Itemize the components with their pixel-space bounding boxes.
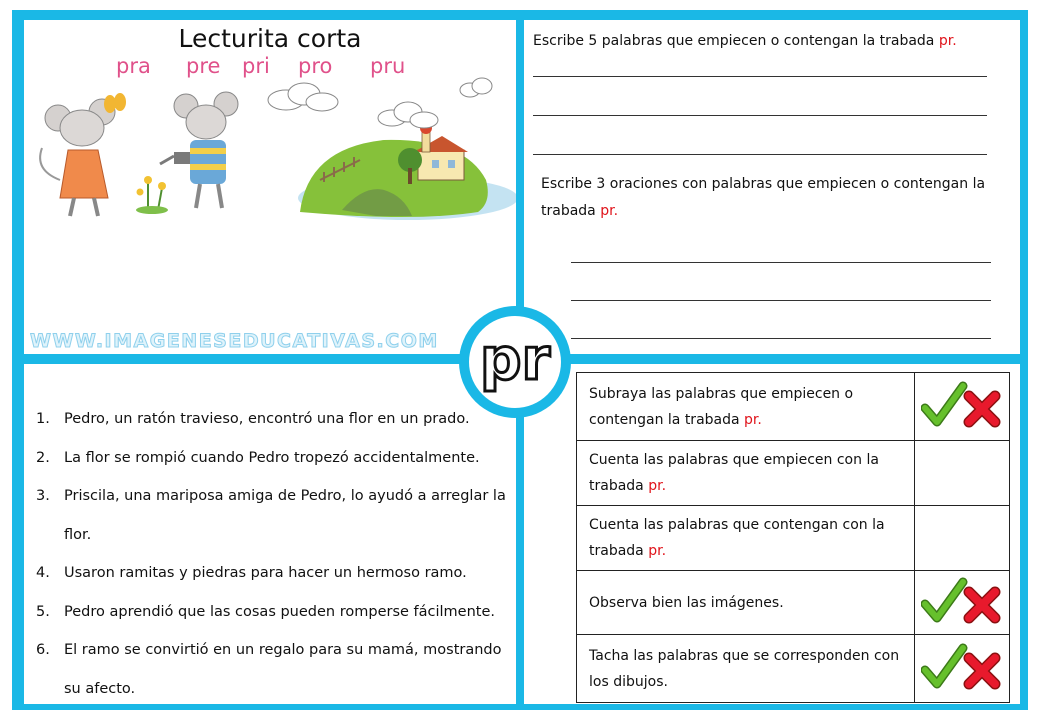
table-row bbox=[577, 635, 1010, 703]
table-row bbox=[577, 373, 1010, 441]
check-cross-icon[interactable] bbox=[921, 614, 1003, 630]
prompt-three-sentences-text: Escribe 3 oraciones con palabras que empiecen o contengan la trabada bbox=[541, 176, 986, 219]
task-cell bbox=[577, 571, 915, 635]
mouse-boy-icon bbox=[174, 92, 238, 208]
task-marks-cell[interactable] bbox=[915, 506, 1010, 571]
item-number: 3. bbox=[36, 488, 50, 504]
task-text: Subraya las palabras que empiecen o contengan la trabada bbox=[589, 385, 854, 428]
mouse-girl-icon bbox=[40, 99, 115, 216]
syllable-pra: pra bbox=[116, 54, 151, 78]
task-marks-cell[interactable] bbox=[915, 441, 1010, 506]
page-title: Lecturita corta bbox=[178, 24, 362, 53]
sentence-text: El ramo se convirtió en un regalo para su mamá, mostrando su afecto. bbox=[64, 642, 502, 697]
badge-inner bbox=[469, 316, 561, 408]
trabada-highlight: pr. bbox=[938, 33, 957, 49]
writing-exercises-panel bbox=[524, 20, 1020, 354]
syllable-pro: pro bbox=[298, 54, 333, 78]
watering-can-icon bbox=[160, 152, 190, 164]
list-item bbox=[36, 400, 516, 439]
item-number: 2. bbox=[36, 449, 50, 466]
task-text: Cuenta las palabras que contengan con la trabada bbox=[589, 517, 885, 559]
writing-line[interactable] bbox=[533, 76, 987, 77]
badge-label: pr bbox=[479, 325, 551, 393]
list-item bbox=[36, 439, 516, 478]
task-marks-cell[interactable] bbox=[915, 571, 1010, 635]
prompt-five-words-text: Escribe 5 palabras que empiecen o contengan la trabada bbox=[533, 33, 935, 49]
item-number: 1. bbox=[36, 411, 50, 427]
task-text: Cuenta las palabras que empiecen con la trabada bbox=[589, 452, 879, 494]
sentence-text: Priscila, una mariposa amiga de Pedro, lo ayudó a arreglar la flor. bbox=[64, 488, 506, 543]
task-text: Observa bien las imágenes. bbox=[589, 594, 784, 611]
item-number: 6. bbox=[36, 642, 50, 658]
writing-line[interactable] bbox=[533, 115, 987, 116]
prompt-three-sentences bbox=[541, 171, 991, 225]
task-marks-cell[interactable] bbox=[915, 635, 1010, 703]
trabada-highlight: pr. bbox=[744, 411, 762, 428]
sentence-text: La flor se rompió cuando Pedro tropezó accidentalmente. bbox=[64, 449, 480, 466]
task-text: Tacha las palabras que se corresponden con los dibujos. bbox=[589, 647, 900, 690]
prompt-five-words bbox=[533, 28, 957, 55]
task-cell bbox=[577, 506, 915, 571]
cloud-icon bbox=[268, 78, 492, 128]
task-marks-cell[interactable] bbox=[915, 373, 1010, 441]
trabada-highlight: pr. bbox=[648, 543, 667, 559]
writing-line[interactable] bbox=[571, 262, 991, 263]
item-number: 4. bbox=[36, 565, 50, 581]
task-table bbox=[576, 372, 1010, 703]
syllable-pri: pri bbox=[242, 54, 270, 78]
task-cell bbox=[577, 373, 915, 441]
check-cross-icon[interactable] bbox=[921, 418, 1003, 434]
table-row bbox=[577, 441, 1010, 506]
list-item bbox=[36, 477, 516, 554]
writing-line[interactable] bbox=[571, 300, 991, 301]
table-row bbox=[577, 571, 1010, 635]
syllable-pru: pru bbox=[370, 54, 406, 78]
trabada-badge bbox=[459, 306, 571, 418]
sentence-text: Pedro aprendió que las cosas pueden romperse fácilmente. bbox=[64, 603, 495, 620]
task-cell bbox=[577, 441, 915, 506]
writing-line[interactable] bbox=[533, 154, 987, 155]
list-item bbox=[36, 631, 516, 704]
sentence-text: Pedro, un ratón travieso, encontró una flor en un prado. bbox=[64, 411, 470, 427]
sentence-list bbox=[36, 400, 516, 704]
house-icon bbox=[414, 122, 468, 180]
reading-illustration bbox=[24, 20, 516, 354]
trabada-highlight: pr. bbox=[600, 203, 619, 219]
trabada-highlight: pr. bbox=[648, 478, 667, 494]
item-number: 5. bbox=[36, 603, 50, 620]
list-item bbox=[36, 554, 516, 593]
task-checklist-panel bbox=[524, 364, 1020, 704]
watermark: WWW.IMAGENESEDUCATIVAS.COM bbox=[30, 330, 439, 352]
flowers-icon bbox=[136, 176, 168, 214]
syllable-pre: pre bbox=[186, 54, 221, 78]
story-sentences-panel bbox=[24, 364, 516, 704]
table-row bbox=[577, 506, 1010, 571]
writing-line[interactable] bbox=[571, 338, 991, 339]
task-cell bbox=[577, 635, 915, 703]
list-item bbox=[36, 593, 516, 632]
sentence-text: Usaron ramitas y piedras para hacer un hermoso ramo. bbox=[64, 565, 467, 581]
check-cross-icon[interactable] bbox=[921, 680, 1003, 696]
reading-panel bbox=[24, 20, 516, 354]
